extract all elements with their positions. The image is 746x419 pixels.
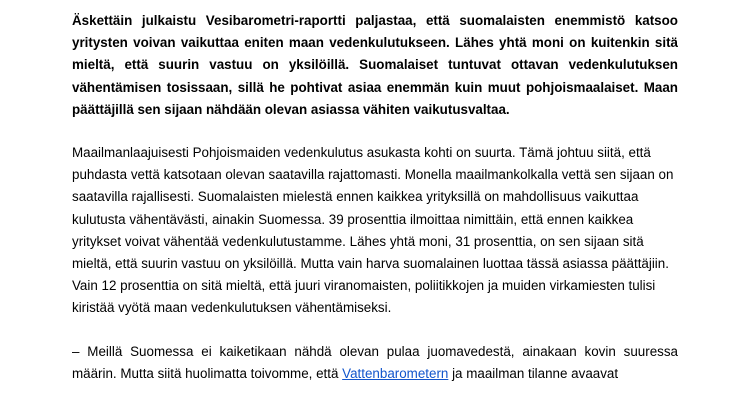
document-page [72, 10, 678, 385]
quote-text-start: – Meillä Suomessa ei kaiketikaan nähdä olevan pulaa juomavedestä, ainakaan kovin suuressa määrin. Mutta siitä huolimatta toivomme, että [72, 343, 678, 381]
vattenbarometern-link[interactable]: Vattenbarometern [342, 365, 449, 381]
quote-paragraph [72, 341, 678, 385]
body-paragraph: Maailmanlaajuisesti Pohjoismaiden vedenkulutus asukasta kohti on suurta. Tämä johtuu siitä, että puhdasta vettä katsotaan olevan saatavilla rajattomasti. Monella maailmankolkalla vettä sen sijaan on saatavilla rajallisesti. Suomalaisten mielestä ennen kaikkea yrityksillä on mahdollisuus vaikuttaa kulutusta vähentävästi, ainakin Suomessa. 39 prosenttia ilmoittaa nimittäin, että ennen kaikkea yritykset voivat vähentää vedenkulutustamme. Lähes yhtä moni, 31 prosenttia, on sen sijaan sitä mieltä, että suurin vastuu on yksilöillä. Mutta vain harva suomalainen luottaa tässä asiassa päättäjiin. Vain 12 prosenttia on sitä mieltä, että juuri viranomaisten, poliitikkojen ja muiden virkamiesten tulisi kiristää vyötä maan vedenkulutuksen vähentämiseksi. [72, 145, 674, 316]
quote-text-end: ja maailman tilanne avaavat [448, 365, 619, 381]
lead-paragraph: Äskettäin julkaistu Vesibarometri-raportti paljastaa, että suomalaisten enemmistö katsoo yritysten voivan vaikuttaa eniten maan vedenkulutukseen. Lähes yhtä moni on kuitenkin sitä mieltä, että suurin vastuu on yksilöillä. Suomalaiset tuntuvat ottavan vedenkulutuksen vähentämisen tosissaan, sillä he pohtivat asiaa enemmän kuin muut pohjoismaalaiset. Maan päättäjillä sen sijaan nähdään olevan asiassa vähiten vaikutusvaltaa. [72, 13, 678, 117]
